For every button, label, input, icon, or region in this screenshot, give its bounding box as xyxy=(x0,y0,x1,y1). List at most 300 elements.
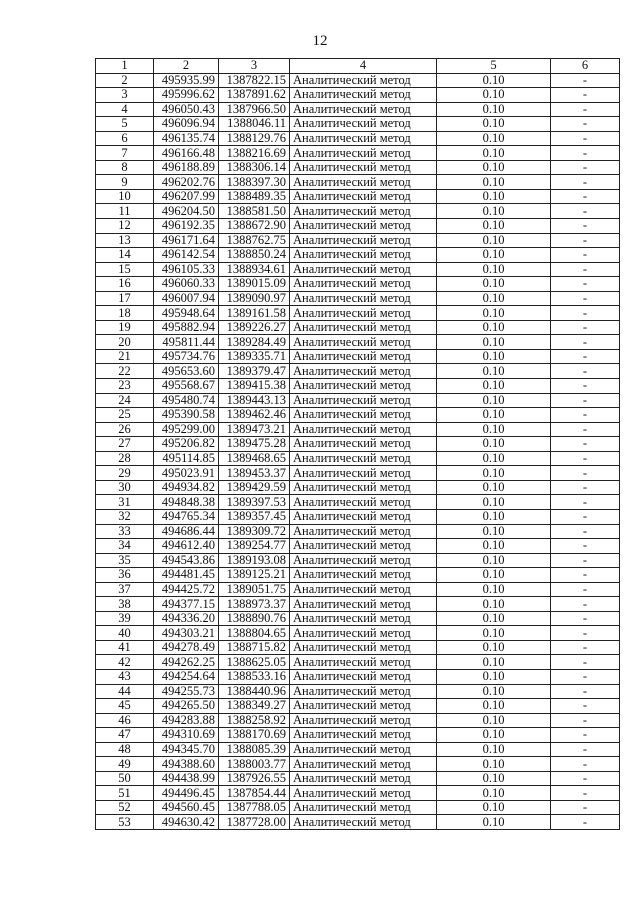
accuracy-cell: 0.10 xyxy=(437,742,551,757)
header-cell-2: 2 xyxy=(154,59,219,74)
point-number-cell: 2 xyxy=(96,73,154,88)
note-cell: - xyxy=(551,509,620,524)
y-coordinate-cell: 1389397.53 xyxy=(219,495,290,510)
y-coordinate-cell: 1389090.97 xyxy=(219,291,290,306)
header-cell-4: 4 xyxy=(290,59,437,74)
y-coordinate-cell: 1388170.69 xyxy=(219,728,290,743)
x-coordinate-cell: 494630.42 xyxy=(154,815,219,830)
accuracy-cell: 0.10 xyxy=(437,175,551,190)
accuracy-cell: 0.10 xyxy=(437,669,551,684)
point-number-cell: 52 xyxy=(96,800,154,815)
note-cell: - xyxy=(551,611,620,626)
point-number-cell: 19 xyxy=(96,320,154,335)
x-coordinate-cell: 494765.34 xyxy=(154,509,219,524)
accuracy-cell: 0.10 xyxy=(437,699,551,714)
method-cell: Аналитический метод xyxy=(290,393,437,408)
point-number-cell: 53 xyxy=(96,815,154,830)
note-cell: - xyxy=(551,597,620,612)
x-coordinate-cell: 496142.54 xyxy=(154,248,219,263)
y-coordinate-cell: 1389473.21 xyxy=(219,422,290,437)
point-number-cell: 25 xyxy=(96,408,154,423)
y-coordinate-cell: 1389309.72 xyxy=(219,524,290,539)
table-row xyxy=(96,669,620,684)
y-coordinate-cell: 1387854.44 xyxy=(219,786,290,801)
y-coordinate-cell: 1389193.08 xyxy=(219,553,290,568)
point-number-cell: 4 xyxy=(96,102,154,117)
point-number-cell: 21 xyxy=(96,349,154,364)
method-cell: Аналитический метод xyxy=(290,480,437,495)
table-row xyxy=(96,160,620,175)
note-cell: - xyxy=(551,219,620,234)
method-cell: Аналитический метод xyxy=(290,466,437,481)
y-coordinate-cell: 1388085.39 xyxy=(219,742,290,757)
note-cell: - xyxy=(551,160,620,175)
table-row xyxy=(96,655,620,670)
note-cell: - xyxy=(551,524,620,539)
point-number-cell: 34 xyxy=(96,539,154,554)
accuracy-cell: 0.10 xyxy=(437,539,551,554)
y-coordinate-cell: 1387926.55 xyxy=(219,771,290,786)
accuracy-cell: 0.10 xyxy=(437,655,551,670)
note-cell: - xyxy=(551,626,620,641)
note-cell: - xyxy=(551,233,620,248)
x-coordinate-cell: 494265.50 xyxy=(154,699,219,714)
x-coordinate-cell: 494262.25 xyxy=(154,655,219,670)
x-coordinate-cell: 496135.74 xyxy=(154,131,219,146)
table-row xyxy=(96,277,620,292)
x-coordinate-cell: 495299.00 xyxy=(154,422,219,437)
note-cell: - xyxy=(551,306,620,321)
table-row xyxy=(96,364,620,379)
y-coordinate-cell: 1389453.37 xyxy=(219,466,290,481)
method-cell: Аналитический метод xyxy=(290,335,437,350)
accuracy-cell: 0.10 xyxy=(437,568,551,583)
note-cell: - xyxy=(551,568,620,583)
method-cell: Аналитический метод xyxy=(290,451,437,466)
y-coordinate-cell: 1388715.82 xyxy=(219,640,290,655)
table-row xyxy=(96,349,620,364)
x-coordinate-cell: 496166.48 xyxy=(154,146,219,161)
x-coordinate-cell: 496171.64 xyxy=(154,233,219,248)
x-coordinate-cell: 494686.44 xyxy=(154,524,219,539)
y-coordinate-cell: 1388804.65 xyxy=(219,626,290,641)
note-cell: - xyxy=(551,204,620,219)
table-row xyxy=(96,582,620,597)
note-cell: - xyxy=(551,771,620,786)
x-coordinate-cell: 494310.69 xyxy=(154,728,219,743)
point-number-cell: 31 xyxy=(96,495,154,510)
method-cell: Аналитический метод xyxy=(290,597,437,612)
point-number-cell: 51 xyxy=(96,786,154,801)
point-number-cell: 9 xyxy=(96,175,154,190)
accuracy-cell: 0.10 xyxy=(437,219,551,234)
header-cell-6: 6 xyxy=(551,59,620,74)
table-row xyxy=(96,524,620,539)
table-row xyxy=(96,320,620,335)
x-coordinate-cell: 495996.62 xyxy=(154,88,219,103)
accuracy-cell: 0.10 xyxy=(437,88,551,103)
accuracy-cell: 0.10 xyxy=(437,117,551,132)
note-cell: - xyxy=(551,335,620,350)
table-row xyxy=(96,757,620,772)
y-coordinate-cell: 1389161.58 xyxy=(219,306,290,321)
accuracy-cell: 0.10 xyxy=(437,771,551,786)
method-cell: Аналитический метод xyxy=(290,684,437,699)
point-number-cell: 36 xyxy=(96,568,154,583)
point-number-cell: 37 xyxy=(96,582,154,597)
accuracy-cell: 0.10 xyxy=(437,364,551,379)
method-cell: Аналитический метод xyxy=(290,699,437,714)
accuracy-cell: 0.10 xyxy=(437,509,551,524)
point-number-cell: 29 xyxy=(96,466,154,481)
y-coordinate-cell: 1388129.76 xyxy=(219,131,290,146)
table-row xyxy=(96,379,620,394)
note-cell: - xyxy=(551,291,620,306)
table-row xyxy=(96,480,620,495)
table-row xyxy=(96,699,620,714)
accuracy-cell: 0.10 xyxy=(437,146,551,161)
point-number-cell: 45 xyxy=(96,699,154,714)
table-row xyxy=(96,131,620,146)
method-cell: Аналитический метод xyxy=(290,219,437,234)
y-coordinate-cell: 1388934.61 xyxy=(219,262,290,277)
point-number-cell: 15 xyxy=(96,262,154,277)
accuracy-cell: 0.10 xyxy=(437,131,551,146)
point-number-cell: 26 xyxy=(96,422,154,437)
x-coordinate-cell: 495023.91 xyxy=(154,466,219,481)
accuracy-cell: 0.10 xyxy=(437,786,551,801)
method-cell: Аналитический метод xyxy=(290,437,437,452)
table-row xyxy=(96,597,620,612)
note-cell: - xyxy=(551,422,620,437)
point-number-cell: 12 xyxy=(96,219,154,234)
y-coordinate-cell: 1388973.37 xyxy=(219,597,290,612)
table-row xyxy=(96,335,620,350)
note-cell: - xyxy=(551,277,620,292)
x-coordinate-cell: 496207.99 xyxy=(154,189,219,204)
note-cell: - xyxy=(551,539,620,554)
note-cell: - xyxy=(551,320,620,335)
note-cell: - xyxy=(551,364,620,379)
accuracy-cell: 0.10 xyxy=(437,320,551,335)
point-number-cell: 38 xyxy=(96,597,154,612)
note-cell: - xyxy=(551,815,620,830)
point-number-cell: 35 xyxy=(96,553,154,568)
method-cell: Аналитический метод xyxy=(290,509,437,524)
method-cell: Аналитический метод xyxy=(290,73,437,88)
method-cell: Аналитический метод xyxy=(290,146,437,161)
point-number-cell: 3 xyxy=(96,88,154,103)
accuracy-cell: 0.10 xyxy=(437,640,551,655)
table-row xyxy=(96,408,620,423)
accuracy-cell: 0.10 xyxy=(437,262,551,277)
table-row xyxy=(96,451,620,466)
accuracy-cell: 0.10 xyxy=(437,451,551,466)
x-coordinate-cell: 494283.88 xyxy=(154,713,219,728)
table-row xyxy=(96,611,620,626)
point-number-cell: 24 xyxy=(96,393,154,408)
point-number-cell: 11 xyxy=(96,204,154,219)
table-row xyxy=(96,742,620,757)
note-cell: - xyxy=(551,379,620,394)
y-coordinate-cell: 1389335.71 xyxy=(219,349,290,364)
method-cell: Аналитический метод xyxy=(290,757,437,772)
table-row xyxy=(96,509,620,524)
y-coordinate-cell: 1388581.50 xyxy=(219,204,290,219)
x-coordinate-cell: 495734.76 xyxy=(154,349,219,364)
accuracy-cell: 0.10 xyxy=(437,713,551,728)
note-cell: - xyxy=(551,262,620,277)
table-row xyxy=(96,422,620,437)
note-cell: - xyxy=(551,728,620,743)
accuracy-cell: 0.10 xyxy=(437,422,551,437)
note-cell: - xyxy=(551,553,620,568)
x-coordinate-cell: 494377.15 xyxy=(154,597,219,612)
y-coordinate-cell: 1388397.30 xyxy=(219,175,290,190)
y-coordinate-cell: 1389475.28 xyxy=(219,437,290,452)
note-cell: - xyxy=(551,640,620,655)
x-coordinate-cell: 494255.73 xyxy=(154,684,219,699)
accuracy-cell: 0.10 xyxy=(437,291,551,306)
accuracy-cell: 0.10 xyxy=(437,553,551,568)
y-coordinate-cell: 1388046.11 xyxy=(219,117,290,132)
note-cell: - xyxy=(551,117,620,132)
note-cell: - xyxy=(551,699,620,714)
method-cell: Аналитический метод xyxy=(290,800,437,815)
accuracy-cell: 0.10 xyxy=(437,160,551,175)
accuracy-cell: 0.10 xyxy=(437,437,551,452)
method-cell: Аналитический метод xyxy=(290,568,437,583)
accuracy-cell: 0.10 xyxy=(437,626,551,641)
point-number-cell: 6 xyxy=(96,131,154,146)
x-coordinate-cell: 495935.99 xyxy=(154,73,219,88)
method-cell: Аналитический метод xyxy=(290,320,437,335)
table-row xyxy=(96,495,620,510)
x-coordinate-cell: 494543.86 xyxy=(154,553,219,568)
accuracy-cell: 0.10 xyxy=(437,815,551,830)
table-row xyxy=(96,553,620,568)
x-coordinate-cell: 494278.49 xyxy=(154,640,219,655)
x-coordinate-cell: 496192.35 xyxy=(154,219,219,234)
table-row xyxy=(96,568,620,583)
table-row xyxy=(96,786,620,801)
point-number-cell: 48 xyxy=(96,742,154,757)
method-cell: Аналитический метод xyxy=(290,626,437,641)
method-cell: Аналитический метод xyxy=(290,102,437,117)
note-cell: - xyxy=(551,800,620,815)
x-coordinate-cell: 495114.85 xyxy=(154,451,219,466)
point-number-cell: 10 xyxy=(96,189,154,204)
x-coordinate-cell: 495811.44 xyxy=(154,335,219,350)
y-coordinate-cell: 1388349.27 xyxy=(219,699,290,714)
point-number-cell: 49 xyxy=(96,757,154,772)
x-coordinate-cell: 494560.45 xyxy=(154,800,219,815)
x-coordinate-cell: 494438.99 xyxy=(154,771,219,786)
note-cell: - xyxy=(551,582,620,597)
table-row xyxy=(96,626,620,641)
note-cell: - xyxy=(551,742,620,757)
table-row xyxy=(96,728,620,743)
y-coordinate-cell: 1389015.09 xyxy=(219,277,290,292)
method-cell: Аналитический метод xyxy=(290,422,437,437)
x-coordinate-cell: 494345.70 xyxy=(154,742,219,757)
method-cell: Аналитический метод xyxy=(290,291,437,306)
accuracy-cell: 0.10 xyxy=(437,495,551,510)
y-coordinate-cell: 1388850.24 xyxy=(219,248,290,263)
y-coordinate-cell: 1389254.77 xyxy=(219,539,290,554)
point-number-cell: 39 xyxy=(96,611,154,626)
method-cell: Аналитический метод xyxy=(290,655,437,670)
point-number-cell: 13 xyxy=(96,233,154,248)
x-coordinate-cell: 496096.94 xyxy=(154,117,219,132)
table-row xyxy=(96,306,620,321)
table-row xyxy=(96,393,620,408)
y-coordinate-cell: 1389468.65 xyxy=(219,451,290,466)
point-number-cell: 46 xyxy=(96,713,154,728)
table-row xyxy=(96,539,620,554)
point-number-cell: 41 xyxy=(96,640,154,655)
y-coordinate-cell: 1387788.05 xyxy=(219,800,290,815)
method-cell: Аналитический метод xyxy=(290,495,437,510)
x-coordinate-cell: 496007.94 xyxy=(154,291,219,306)
x-coordinate-cell: 495568.67 xyxy=(154,379,219,394)
point-number-cell: 18 xyxy=(96,306,154,321)
note-cell: - xyxy=(551,146,620,161)
point-number-cell: 50 xyxy=(96,771,154,786)
method-cell: Аналитический метод xyxy=(290,117,437,132)
method-cell: Аналитический метод xyxy=(290,306,437,321)
method-cell: Аналитический метод xyxy=(290,364,437,379)
y-coordinate-cell: 1389226.27 xyxy=(219,320,290,335)
point-number-cell: 8 xyxy=(96,160,154,175)
note-cell: - xyxy=(551,88,620,103)
point-number-cell: 14 xyxy=(96,248,154,263)
y-coordinate-cell: 1389415.38 xyxy=(219,379,290,394)
point-number-cell: 5 xyxy=(96,117,154,132)
point-number-cell: 28 xyxy=(96,451,154,466)
method-cell: Аналитический метод xyxy=(290,582,437,597)
accuracy-cell: 0.10 xyxy=(437,393,551,408)
accuracy-cell: 0.10 xyxy=(437,306,551,321)
y-coordinate-cell: 1388216.69 xyxy=(219,146,290,161)
method-cell: Аналитический метод xyxy=(290,553,437,568)
method-cell: Аналитический метод xyxy=(290,175,437,190)
x-coordinate-cell: 494496.45 xyxy=(154,786,219,801)
point-number-cell: 47 xyxy=(96,728,154,743)
accuracy-cell: 0.10 xyxy=(437,204,551,219)
x-coordinate-cell: 494612.40 xyxy=(154,539,219,554)
method-cell: Аналитический метод xyxy=(290,524,437,539)
accuracy-cell: 0.10 xyxy=(437,379,551,394)
point-number-cell: 16 xyxy=(96,277,154,292)
x-coordinate-cell: 495653.60 xyxy=(154,364,219,379)
accuracy-cell: 0.10 xyxy=(437,684,551,699)
note-cell: - xyxy=(551,480,620,495)
method-cell: Аналитический метод xyxy=(290,815,437,830)
y-coordinate-cell: 1387822.15 xyxy=(219,73,290,88)
coordinates-table xyxy=(95,58,620,830)
note-cell: - xyxy=(551,73,620,88)
accuracy-cell: 0.10 xyxy=(437,73,551,88)
table-row xyxy=(96,291,620,306)
accuracy-cell: 0.10 xyxy=(437,349,551,364)
y-coordinate-cell: 1388306.14 xyxy=(219,160,290,175)
x-coordinate-cell: 494481.45 xyxy=(154,568,219,583)
y-coordinate-cell: 1388258.92 xyxy=(219,713,290,728)
note-cell: - xyxy=(551,495,620,510)
table-row xyxy=(96,713,620,728)
accuracy-cell: 0.10 xyxy=(437,524,551,539)
x-coordinate-cell: 496202.76 xyxy=(154,175,219,190)
point-number-cell: 22 xyxy=(96,364,154,379)
y-coordinate-cell: 1389284.49 xyxy=(219,335,290,350)
note-cell: - xyxy=(551,102,620,117)
accuracy-cell: 0.10 xyxy=(437,189,551,204)
y-coordinate-cell: 1389443.13 xyxy=(219,393,290,408)
table-row xyxy=(96,146,620,161)
x-coordinate-cell: 495882.94 xyxy=(154,320,219,335)
accuracy-cell: 0.10 xyxy=(437,480,551,495)
accuracy-cell: 0.10 xyxy=(437,102,551,117)
accuracy-cell: 0.10 xyxy=(437,757,551,772)
method-cell: Аналитический метод xyxy=(290,786,437,801)
y-coordinate-cell: 1389462.46 xyxy=(219,408,290,423)
x-coordinate-cell: 495480.74 xyxy=(154,393,219,408)
header-cell-1: 1 xyxy=(96,59,154,74)
method-cell: Аналитический метод xyxy=(290,189,437,204)
note-cell: - xyxy=(551,713,620,728)
y-coordinate-cell: 1389125.21 xyxy=(219,568,290,583)
y-coordinate-cell: 1388533.16 xyxy=(219,669,290,684)
y-coordinate-cell: 1389379.47 xyxy=(219,364,290,379)
y-coordinate-cell: 1387891.62 xyxy=(219,88,290,103)
point-number-cell: 32 xyxy=(96,509,154,524)
x-coordinate-cell: 494848.38 xyxy=(154,495,219,510)
method-cell: Аналитический метод xyxy=(290,262,437,277)
accuracy-cell: 0.10 xyxy=(437,248,551,263)
table-row xyxy=(96,117,620,132)
table-row xyxy=(96,640,620,655)
note-cell: - xyxy=(551,757,620,772)
y-coordinate-cell: 1388625.05 xyxy=(219,655,290,670)
note-cell: - xyxy=(551,786,620,801)
y-coordinate-cell: 1388440.96 xyxy=(219,684,290,699)
note-cell: - xyxy=(551,451,620,466)
header-row xyxy=(96,59,620,74)
point-number-cell: 20 xyxy=(96,335,154,350)
method-cell: Аналитический метод xyxy=(290,379,437,394)
table-row xyxy=(96,102,620,117)
x-coordinate-cell: 496105.33 xyxy=(154,262,219,277)
y-coordinate-cell: 1389429.59 xyxy=(219,480,290,495)
point-number-cell: 7 xyxy=(96,146,154,161)
x-coordinate-cell: 496050.43 xyxy=(154,102,219,117)
method-cell: Аналитический метод xyxy=(290,204,437,219)
note-cell: - xyxy=(551,349,620,364)
table-row xyxy=(96,684,620,699)
x-coordinate-cell: 496188.89 xyxy=(154,160,219,175)
y-coordinate-cell: 1388489.35 xyxy=(219,189,290,204)
table-row xyxy=(96,248,620,263)
table-row xyxy=(96,437,620,452)
y-coordinate-cell: 1388762.75 xyxy=(219,233,290,248)
point-number-cell: 43 xyxy=(96,669,154,684)
x-coordinate-cell: 495206.82 xyxy=(154,437,219,452)
header-cell-5: 5 xyxy=(437,59,551,74)
x-coordinate-cell: 496060.33 xyxy=(154,277,219,292)
method-cell: Аналитический метод xyxy=(290,248,437,263)
note-cell: - xyxy=(551,408,620,423)
